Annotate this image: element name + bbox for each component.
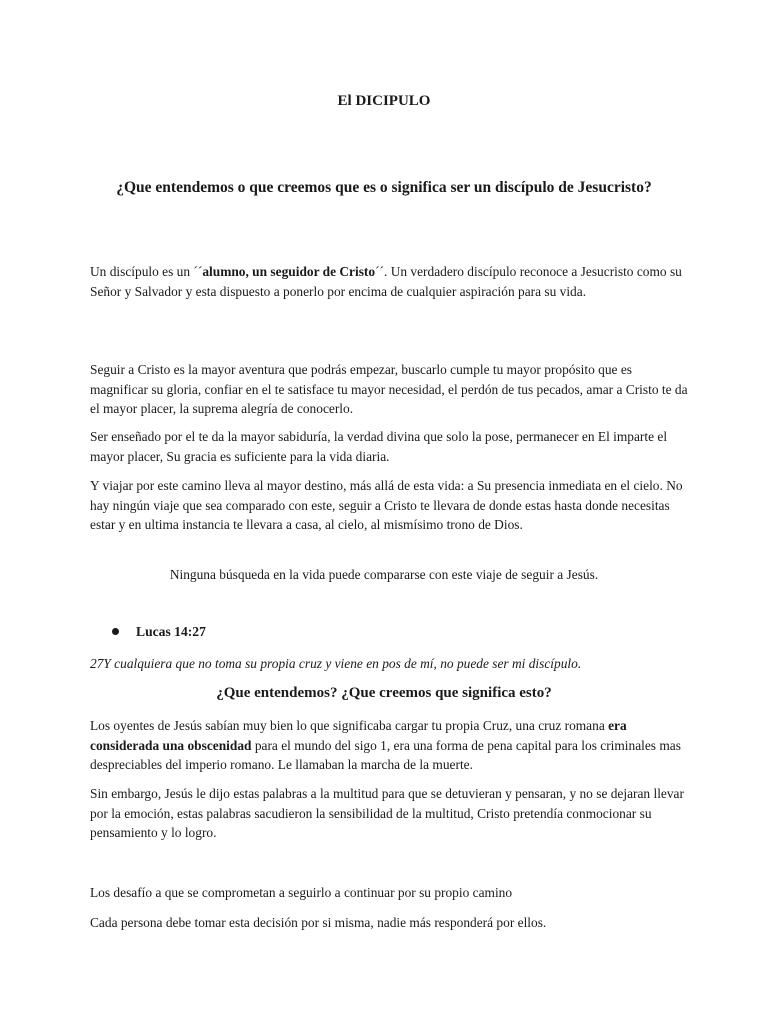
bullet-reference-text: Lucas 14:27 [136,624,206,639]
paragraph-cross [90,716,690,775]
verse-quote: 27Y cualquiera que no toma su propia cruz y viene en pos de mí, no puede ser mi discípulo. [90,656,582,671]
paragraph-wisdom: Ser enseñado por el te da la mayor sabiduría, la verdad divina que solo la pose, permanecer en El imparte el mayor placer, Su gracia es suficiente para la vida diaria. [90,429,668,464]
paragraph-definition-start: Un discípulo es un ´´ [90,264,203,279]
paragraph-multitude: Sin embargo, Jesús le dijo estas palabras a la multitud para que se detuvieran y pensaran, y no se dejaran llevar por la emoción, estas palabras sacudieron la sensibilidad de la multitud, Cristo pretendía conmocionar su pensamiento y lo logro. [90,786,684,841]
paragraph-challenge: Los desafío a que se comprometan a seguirlo a continuar por su propio camino [90,885,513,900]
paragraph-journey: Y viajar por este camino lleva al mayor destino, más allá de esta vida: a Su presencia inmediata en el cielo. No hay ningún viaje que sea comparado con este, seguir a Cristo te llevara de donde estas hasta donde necesitas estar y en ultima instancia te llevara a casa, al cielo, al mismísimo trono de Dios. [90,478,683,533]
paragraph-cross-end: para el mundo del sigo 1, era una forma de pena capital para los criminales mas despreciables del imperio romano. Le llamaban la marcha de la muerte. [90,737,681,773]
page-title: El DICIPULO [337,93,431,109]
subheading: ¿Que entendemos? ¿Que creemos que significa esto? [216,685,552,701]
question-heading: ¿Que entendemos o que creemos que es o significa ser un discípulo de Jesucristo? [116,179,652,196]
paragraph-definition-end: ´´. Un verdadero discípulo reconoce a Jesucristo como su Señor y Salvador y esta dispuesto a ponerlo por encima de cualquier aspiración para su vida. [90,264,682,299]
bullet-reference [112,624,206,640]
paragraph-definition-bold: alumno, un seguidor de Cristo [202,264,376,279]
paragraph-adventure: Seguir a Cristo es la mayor aventura que podrás empezar, buscarlo cumple tu mayor propósito que es magnificar su gloria, confiar en el te satisface tu mayor necesidad, el perdón de tus pecados, amar a Cristo te da el mayor placer, la suprema alegría de conocerlo. [90,362,688,417]
paragraph-definition [90,262,690,301]
paragraph-cross-bold: era considerada una obscenidad [90,718,627,753]
paragraph-search: Ninguna búsqueda en la vida puede compararse con este viaje de seguir a Jesús. [169,567,599,582]
paragraph-decision: Cada persona debe tomar esta decisión por si misma, nadie más responderá por ellos. [90,915,547,930]
bullet-dot-icon [112,628,119,635]
paragraph-cross-start: Los oyentes de Jesús sabían muy bien lo que significaba cargar tu propia Cruz, una cruz romana [90,718,609,733]
